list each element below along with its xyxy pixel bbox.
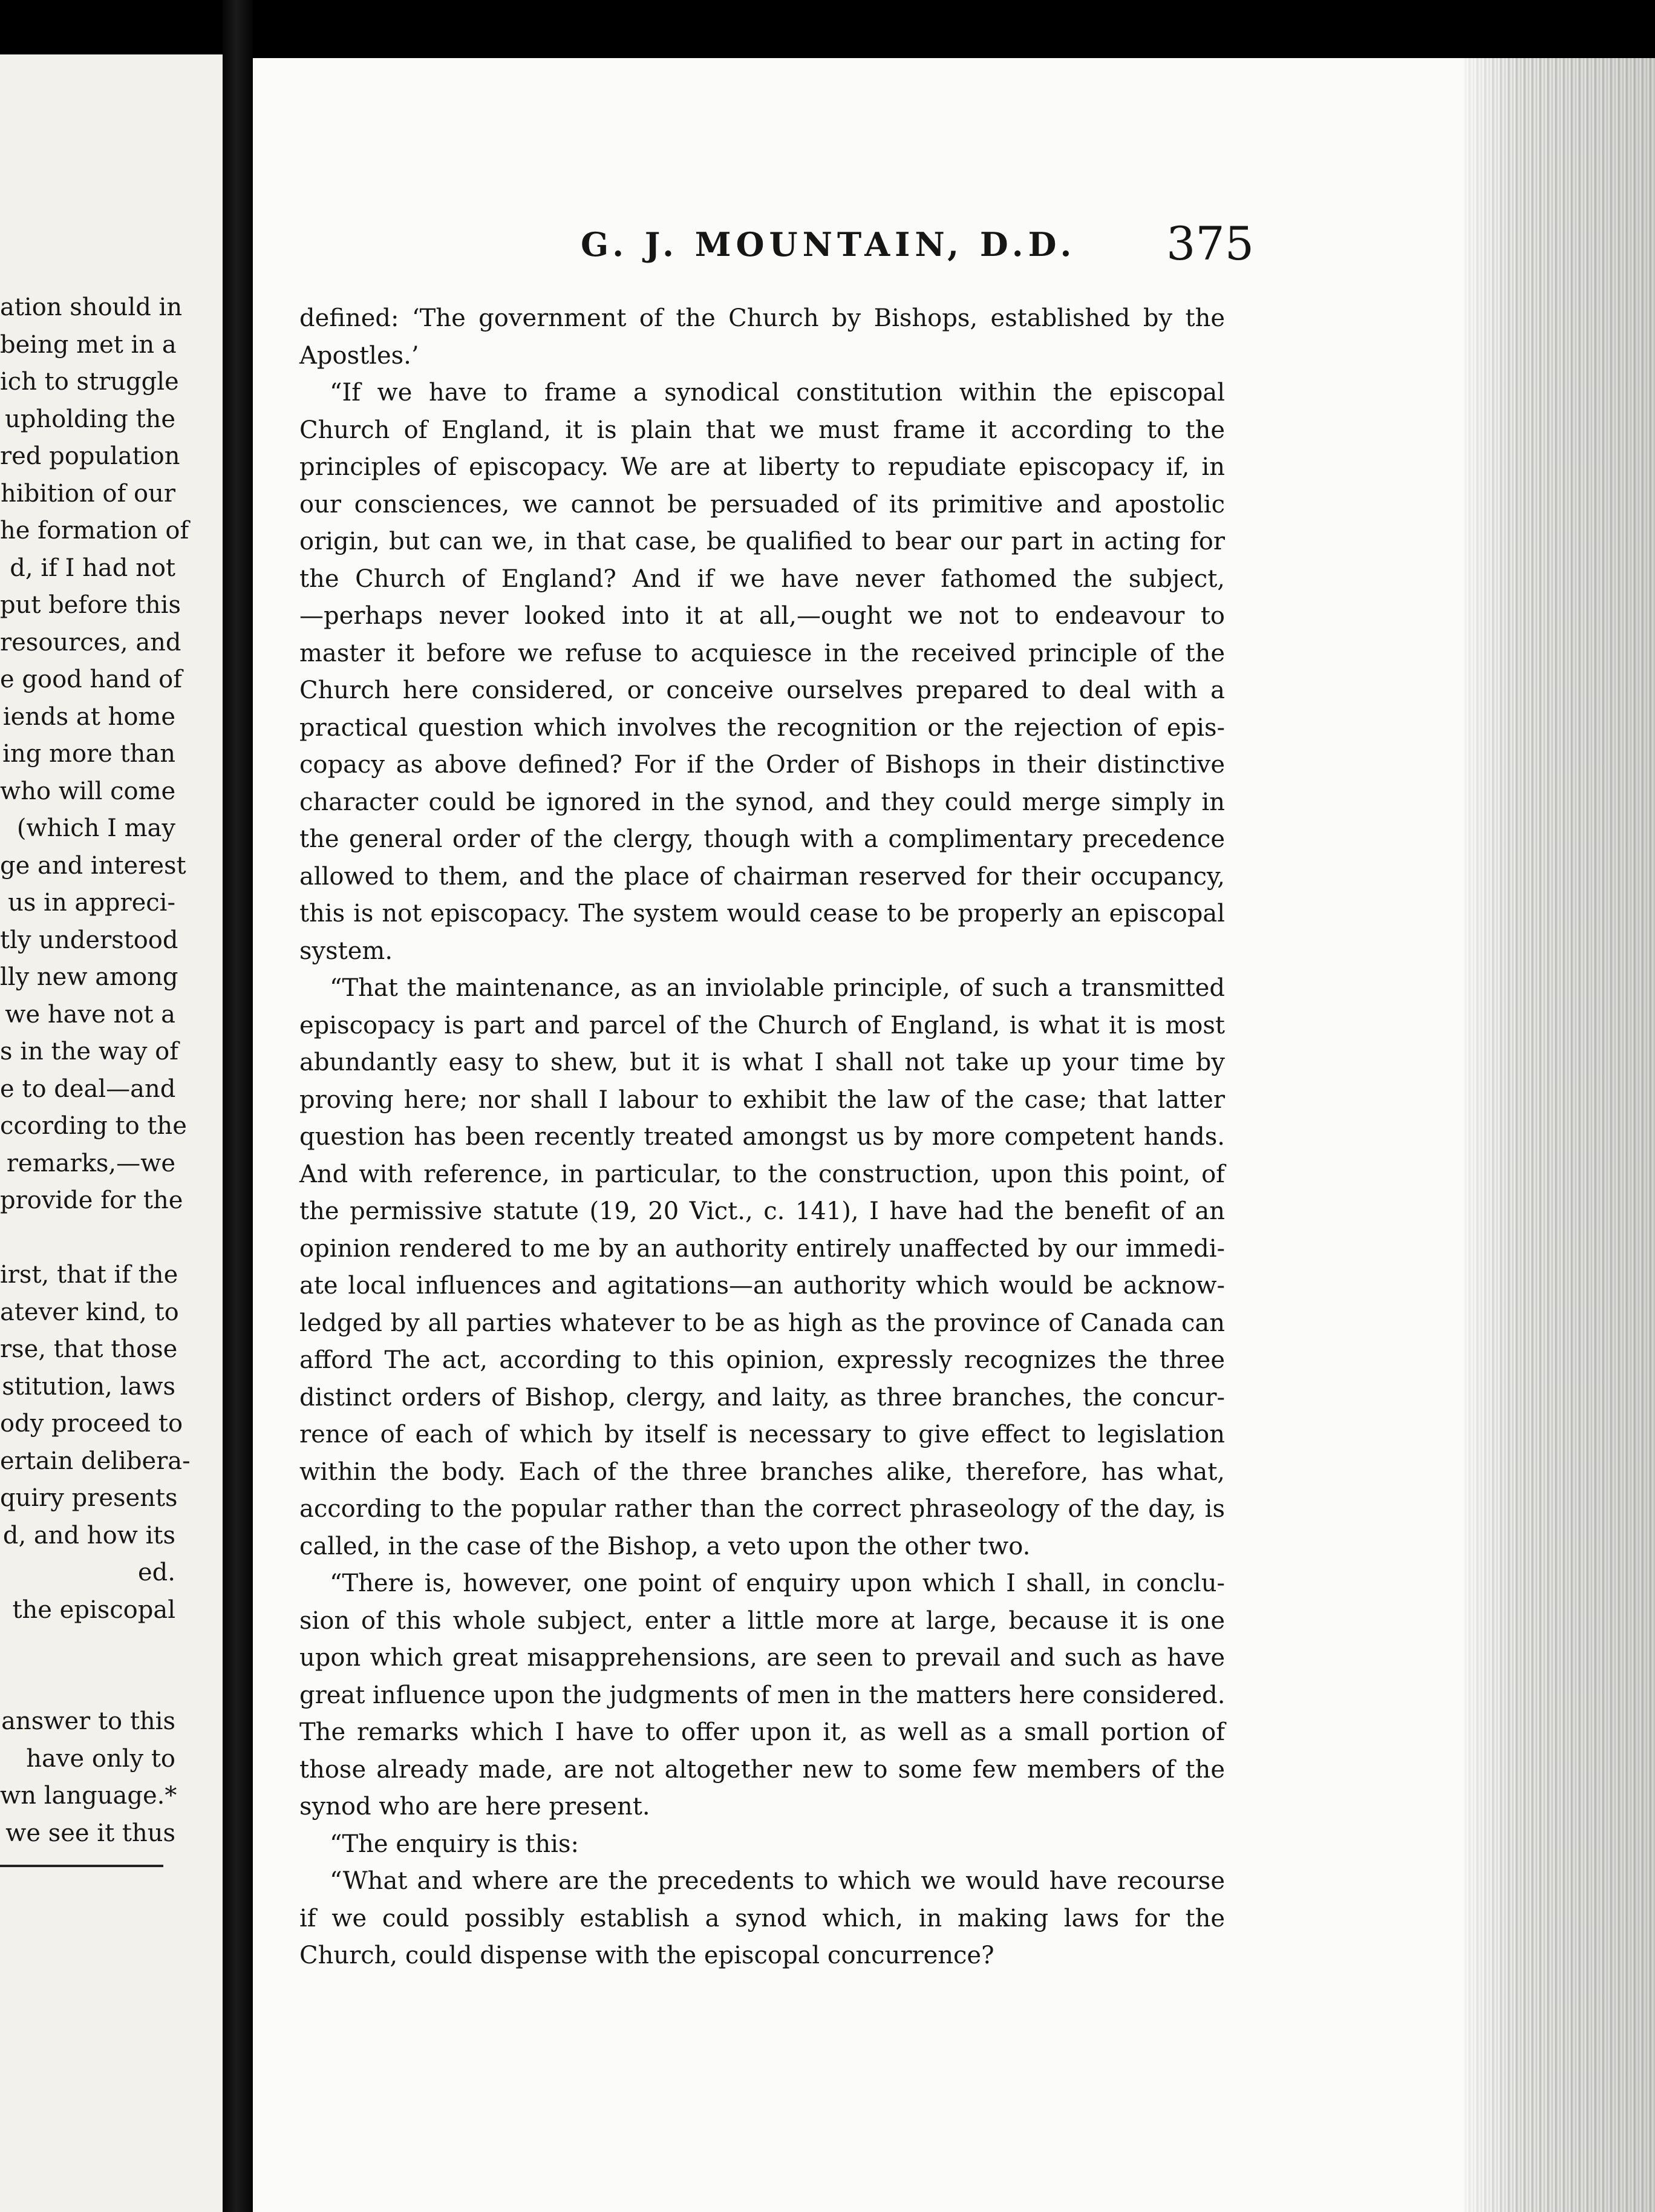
- left-page-line: s in the way of: [0, 1038, 179, 1065]
- left-page-line: the episcopal: [12, 1595, 175, 1624]
- text-line: Church of England, it is plain that we must frame it according to the: [299, 416, 1225, 444]
- text-line: ate local influences and agitations—an authority which would be acknow-: [299, 1272, 1225, 1300]
- text-line: if we could possibly establish a synod which, in making laws for the: [299, 1904, 1225, 1932]
- text-line: “The enquiry is this:: [330, 1830, 579, 1858]
- text-line: question has been recently treated amongst us by more competent hands.: [299, 1123, 1225, 1151]
- text-line: upon which great misapprehensions, are seen to prevail and such as have: [299, 1644, 1225, 1672]
- left-page-line: [0, 1666, 175, 1704]
- left-page-line: ertain delibera-: [0, 1447, 191, 1475]
- left-page-line: we see it thus: [5, 1819, 175, 1847]
- left-page-line: upholding the: [5, 405, 175, 433]
- running-head: G. J. MOUNTAIN, D.D.: [581, 225, 1077, 264]
- left-page-line: provide for the: [0, 1186, 183, 1214]
- left-page-line: red population: [0, 442, 180, 470]
- left-page-line: (which I may: [16, 814, 175, 842]
- left-page-line: ing more than: [2, 740, 175, 768]
- text-line: defined: ‘The government of the Church by Bishops, established by the: [299, 304, 1225, 332]
- text-line: our consciences, we cannot be persuaded of its primitive and apostolic: [299, 490, 1225, 519]
- text-line: the general order of the clergy, though with a complimentary precedence: [299, 825, 1225, 853]
- left-page-line: e to deal—and: [0, 1075, 176, 1103]
- left-page-line: lly new among: [0, 963, 178, 991]
- text-line: system.: [299, 937, 393, 965]
- left-page-text: [0, 289, 191, 1852]
- text-line: principles of episcopacy. We are at liberty to repudiate episcopacy if, in: [299, 453, 1225, 481]
- text-line: those already made, are not altogether new to some few members of the: [299, 1755, 1225, 1784]
- text-line: this is not episcopacy. The system would cease to be properly an episcopal: [299, 900, 1225, 928]
- text-line: great influence upon the judgments of men in the matters here considered.: [299, 1681, 1226, 1709]
- left-page-line: remarks,—we: [6, 1149, 175, 1177]
- left-page-line: us in appreci-: [8, 889, 175, 917]
- left-page-line: ge and interest: [0, 851, 186, 880]
- left-page-line: being met in a: [0, 330, 177, 359]
- text-line: opinion rendered to me by an authority entirely unaffected by our immedi-: [299, 1234, 1225, 1263]
- text-line: —perhaps never looked into it at all,—ought we not to endeavour to: [299, 602, 1225, 630]
- text-line: origin, but can we, in that case, be qualified to bear our part in acting for: [299, 528, 1225, 555]
- page-number: 375: [1166, 217, 1255, 270]
- left-page-line: tly understood: [0, 926, 178, 954]
- left-page-line: put before this: [0, 591, 181, 619]
- left-page-line: e good hand of: [0, 666, 183, 693]
- left-page-line: wn language.*: [0, 1782, 177, 1810]
- text-line: called, in the case of the Bishop, a veto upon the other two.: [299, 1532, 1031, 1560]
- left-page-line: irst, that if the: [0, 1261, 178, 1289]
- text-line: practical question which involves the recognition or the rejection of epis-: [299, 713, 1225, 742]
- text-line: The remarks which I have to offer upon it, as well as a small portion of: [299, 1718, 1225, 1746]
- text-line: the Church of England? And if we have never fathomed the subject,: [299, 564, 1225, 593]
- left-page-line: [0, 1629, 175, 1666]
- text-line: Church, could dispense with the episcopal concurrence?: [299, 1942, 994, 1969]
- text-line: character could be ignored in the synod, and they could merge simply in: [299, 788, 1225, 816]
- left-page-line: we have not a: [5, 1000, 175, 1029]
- text-line: “What and where are the precedents to which we would have recourse: [330, 1867, 1225, 1895]
- text-line: episcopacy is part and parcel of the Church of England, is what it is most: [299, 1011, 1225, 1039]
- left-page-line: who will come: [0, 777, 176, 805]
- text-line: synod who are here present.: [299, 1793, 650, 1821]
- left-page-line: resources, and: [0, 628, 181, 656]
- left-page-line: ody proceed to: [0, 1410, 183, 1438]
- left-page-line: hibition of our: [1, 479, 175, 508]
- text-line: “If we have to frame a synodical constitution within the episcopal: [330, 379, 1225, 407]
- book-gutter: [223, 0, 253, 2212]
- left-page-line: [0, 1220, 175, 1257]
- text-line: abundantly easy to shew, but it is what I shall not take up your time by: [299, 1049, 1225, 1076]
- footnote-rule: [0, 1865, 163, 1867]
- text-line: And with reference, in particular, to the construction, upon this point, of: [299, 1160, 1225, 1188]
- text-line: “There is, however, one point of enquiry upon which I shall, in conclu-: [330, 1569, 1225, 1597]
- text-line: allowed to them, and the place of chairman reserved for their occupancy,: [299, 862, 1225, 891]
- text-line: within the body. Each of the three branches alike, therefore, has what,: [299, 1458, 1225, 1486]
- left-page-line: iends at home: [2, 702, 175, 731]
- text-line: sion of this whole subject, enter a little more at large, because it is one: [299, 1606, 1225, 1635]
- text-line: proving here; nor shall I labour to exhibit the law of the case; that latter: [299, 1085, 1225, 1114]
- left-page-line: ich to struggle: [0, 368, 179, 396]
- text-line: ledged by all parties whatever to be as high as the province of Canada can: [299, 1309, 1225, 1337]
- left-page-line: rse, that those: [0, 1335, 178, 1363]
- left-page-line: he formation of: [0, 517, 189, 545]
- text-line: afford The act, according to this opinion, expressly recognizes the three: [299, 1346, 1225, 1374]
- left-page-line: ed.: [138, 1559, 175, 1586]
- text-line: copacy as above defined? For if the Order of Bishops in their distinctive: [299, 751, 1225, 779]
- left-page-line: d, if I had not: [10, 554, 175, 582]
- text-line: rence of each of which by itself is necessary to give effect to legislation: [299, 1421, 1225, 1448]
- text-line: Apostles.’: [299, 341, 419, 370]
- left-page-line: d, and how its: [2, 1521, 175, 1549]
- left-page-line: atever kind, to: [0, 1298, 179, 1326]
- text-line: according to the popular rather than the correct phraseology of the day, is: [299, 1495, 1225, 1523]
- left-page-line: have only to: [26, 1744, 175, 1773]
- left-page-line: stitution, laws: [2, 1372, 175, 1401]
- left-page-line: ation should in: [0, 293, 183, 321]
- main-text-block: [299, 300, 1225, 1975]
- text-line: distinct orders of Bishop, clergy, and laity, as three branches, the concur-: [299, 1383, 1225, 1412]
- text-line: Church here considered, or conceive ourselves prepared to deal with a: [299, 676, 1225, 704]
- left-page-line: answer to this: [1, 1707, 175, 1735]
- page-edges-shade: [1464, 58, 1655, 2212]
- left-page-line: ccording to the: [0, 1112, 187, 1140]
- text-line: the permissive statute (19, 20 Vict., c. 141), I have had the benefit of an: [299, 1197, 1225, 1225]
- text-line: “That the maintenance, as an inviolable principle, of such a transmitted: [330, 974, 1225, 1002]
- left-page-line: quiry presents: [0, 1484, 178, 1512]
- text-line: master it before we refuse to acquiesce in the received principle of the: [299, 639, 1225, 667]
